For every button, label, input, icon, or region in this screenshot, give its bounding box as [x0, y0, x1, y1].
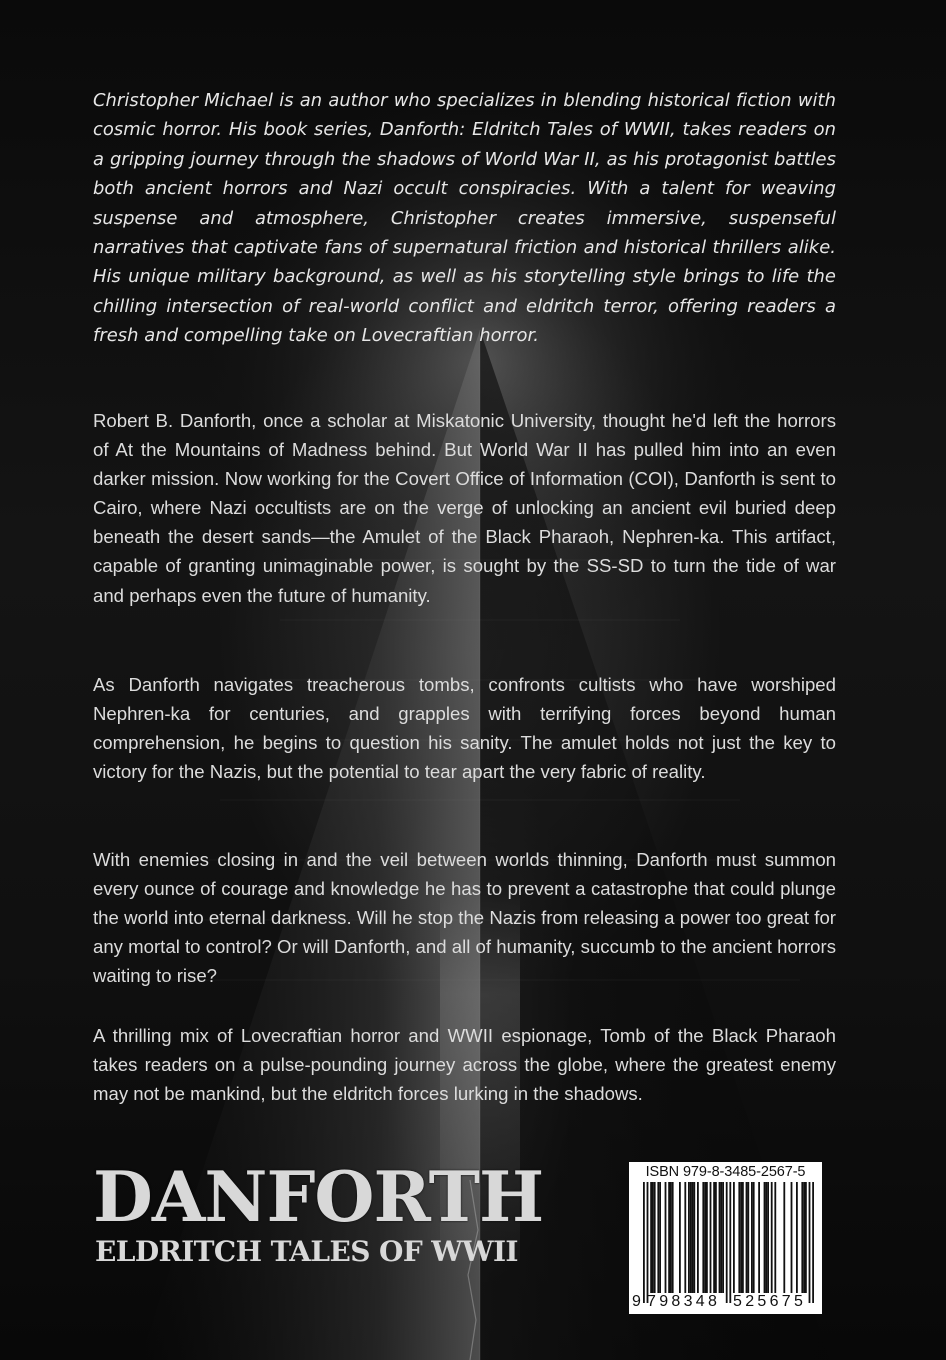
barcode-digits-left: 798348 — [647, 1293, 721, 1310]
barcode-bar — [740, 1182, 742, 1293]
barcode-bar — [657, 1182, 659, 1293]
barcode-bar — [733, 1182, 735, 1293]
barcode-bar — [805, 1182, 807, 1293]
barcode-bar — [659, 1182, 661, 1293]
barcode-bar — [670, 1182, 672, 1293]
barcode-bar — [722, 1182, 724, 1293]
barcode-bar — [692, 1182, 694, 1293]
series-logo — [93, 1157, 544, 1282]
synopsis-paragraph-1: Robert B. Danforth, once a scholar at Miskatonic University, thought he'd left the horrors of At the Mountains of Madness behind. But World War II has pulled him into an even darker mission. Now working for the Covert Office of Information (COI), Danforth is sent to Cairo, where Nazi occultists are on the verge of unlocking an ancient evil buried deep beneath the desert sands—the Amulet of the Black Pharaoh, Nephren-ka. This artifact, capable of granting unimaginable power, is sought by the SS-SD to turn the tide of war and perhaps even the future of humanity. — [93, 410, 836, 606]
barcode-bar — [665, 1182, 667, 1293]
author-bio: Christopher Michael is an author who specializes in blending historical fiction with cosmic horror. His book series, Danforth: Eldritch Tales of WWII, takes readers on a gripping journey through the shadows of World War II, as his protagonist battles both ancient horrors and Nazi occult conspiracies. With a talent for weaving suspense and atmosphere, Christopher creates immersive, suspenseful narratives that captivate fans of supernatural friction and historical thrillers alike. His unique military background, as well as his storytelling style brings to life the chilling intersection of real-world conflict and eldritch terror, offering readers a fresh and compelling take on Lovecraftian horror. — [93, 90, 836, 347]
isbn-barcode — [629, 1162, 822, 1314]
barcode-bar — [684, 1182, 686, 1293]
barcode-bar — [706, 1182, 708, 1293]
barcode-bar — [801, 1182, 803, 1293]
barcode-digits — [629, 1292, 822, 1312]
synopsis-paragraph-2: As Danforth navigates treacherous tombs, confronts cultists who have worshiped Nephren-ka for centuries, and grapples with terrifying forces beyond human comprehension, he begins to question his sanity. The amulet holds not just the key to victory for the Nazis, but the potential to tear apart the very fabric of reality. — [93, 674, 836, 783]
series-logo-title: DANFORTH — [93, 1157, 544, 1238]
barcode-bar — [796, 1182, 798, 1293]
barcode-digits-right: 525675 — [733, 1293, 807, 1310]
barcode-bar — [652, 1182, 654, 1293]
barcode-bar — [679, 1182, 681, 1293]
barcode-bar — [713, 1182, 715, 1293]
barcode-bar — [720, 1182, 722, 1293]
barcode-digit-first: 9 — [632, 1293, 641, 1310]
synopsis-paragraph-3: With enemies closing in and the veil between worlds thinning, Danforth must summon every ounce of courage and knowledge he has to prevent a catastrophe that could plunge the world into eternal darkness. Will he stop the Nazis from releasing a power too great for any mortal to control? Or will Danforth, and all of humanity, succumb to the ancient horrors waiting to rise? — [93, 849, 836, 987]
barcode-bar — [643, 1182, 645, 1303]
isbn-label: ISBN 979-8-3485-2567-5 — [645, 1164, 806, 1180]
barcode-bar — [783, 1182, 785, 1293]
barcode-bar — [809, 1182, 811, 1303]
barcode-bar — [803, 1182, 805, 1293]
barcode-bar — [767, 1182, 769, 1293]
barcode-bar — [702, 1182, 704, 1293]
barcode-bar — [753, 1182, 755, 1293]
barcode-bar — [764, 1182, 766, 1293]
barcode-bar — [688, 1182, 690, 1293]
barcode-bar — [747, 1182, 749, 1293]
barcode-bar — [672, 1182, 674, 1293]
synopsis-paragraph-4: A thrilling mix of Lovecraftian horror and WWII espionage, Tomb of the Black Pharaoh takes readers on a pulse-pounding journey across the globe, where the greatest enemy may not be mankind, but the eldritch forces lurking in the shadows. — [93, 1025, 836, 1105]
barcode-bar — [647, 1182, 649, 1303]
barcode-bar — [715, 1182, 717, 1293]
barcode-bar — [654, 1182, 656, 1293]
barcode-bar — [704, 1182, 706, 1293]
barcode-bar — [726, 1182, 728, 1303]
barcode-bar — [751, 1182, 753, 1293]
barcode-bar — [690, 1182, 692, 1293]
barcode-bar — [791, 1182, 793, 1293]
barcode-bar — [746, 1182, 748, 1293]
barcode-bar — [719, 1182, 721, 1293]
barcode-bar — [710, 1182, 712, 1293]
barcode-bar — [668, 1182, 670, 1293]
barcode-bar — [758, 1182, 760, 1293]
barcode-bar — [742, 1182, 744, 1293]
barcode-bar — [774, 1182, 776, 1293]
barcode-bar — [771, 1182, 773, 1293]
barcode-bar — [693, 1182, 695, 1293]
barcode-bar — [697, 1182, 699, 1293]
barcode-bar — [650, 1182, 652, 1293]
barcode-bar — [765, 1182, 767, 1293]
barcode-bar — [812, 1182, 814, 1303]
barcode-bar — [738, 1182, 740, 1293]
barcode-bar — [729, 1182, 731, 1303]
series-logo-subtitle: ELDRITCH TALES OF WWII — [95, 1235, 518, 1268]
